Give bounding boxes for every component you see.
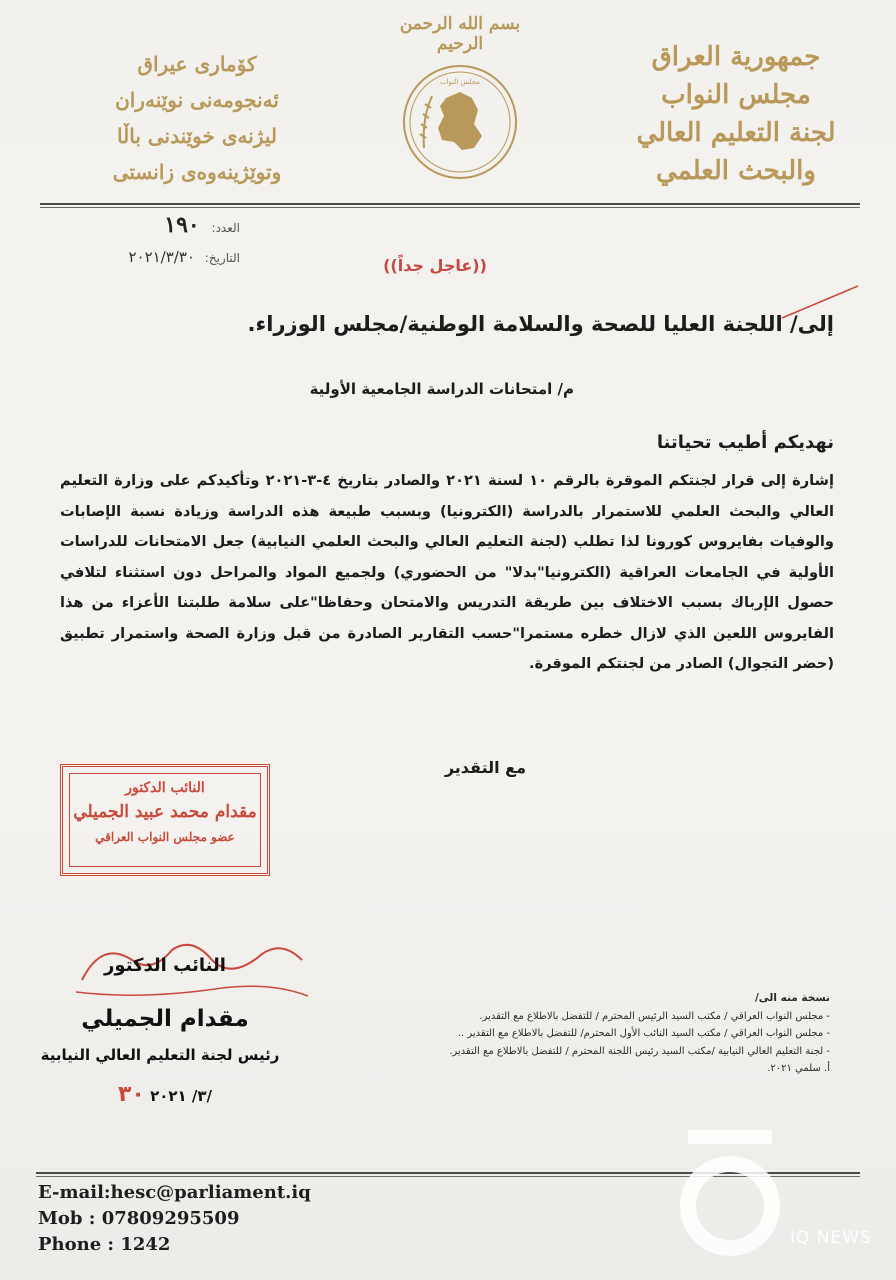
letterhead-ar-line: والبحث العلمي (656, 156, 816, 186)
basmala: بسم الله الرحمن الرحيم (399, 14, 521, 54)
header-divider (40, 203, 860, 205)
stamp-title: النائب الدكتور (125, 780, 205, 796)
iq-news-logo-icon (668, 1128, 792, 1260)
subject-line: م/ امتحانات الدراسة الجامعية الأولية (309, 380, 574, 398)
copies-item: - مجلس النواب العراقي / مكتب السيد الرئيس المحترم / للتفضل بالاطلاع مع التقدير. (479, 1010, 830, 1022)
header-divider-thin (40, 207, 860, 208)
footer-mobile: Mob : 07809295509 (38, 1208, 240, 1229)
letter-body: إشارة إلى قرار لجنتكم الموقرة بالرقم ١٠ لسنة ٢٠٢١ والصادر بتاريخ ٤-٣-٢٠٢١ وتأكيدكم على وزارة التعليم العالي والبحث العلمي للاستمرار بالدراسة (الكترونيا) وبسبب طبيعة هذه الدراسة وزيادة نسبة الإصابات والوفيات بفايروس كورونا لذا تطلب (لجنة التعليم العالي والبحث العلمي النيابية) جعل الامتحانات للدراسات الأولية في الجامعات العراقية (الكترونيا"بدلا" من الحضوري) ولجميع المواد والمراحل دون استثناء لتلافي حصول الإرباك بسبب الاختلاف بين طريقة التدريس والامتحان وحفاظا"على سلامة طلبتنا الأعزاء من هذا الفايروس اللعين الذي لازال خطره مستمرا"حسب التقارير الصادرة من قبل وزارة الصحة واستمرار تطبيق (حضر التجوال) الصادر من لجنتكم الموقرة. (60, 472, 834, 672)
stamp-name: مقدام محمد عبيد الجميلي (73, 802, 257, 822)
emblem-label: مجلس النواب (439, 78, 481, 86)
copies-item: أ. سلمي ٢٠٢١. (767, 1063, 830, 1074)
number-label: العدد: (211, 221, 240, 235)
footer-contacts (38, 1180, 398, 1258)
parliament-emblem-icon (402, 58, 518, 186)
signatory-title: النائب الدكتور (104, 955, 226, 976)
footer-phone: Phone : 1242 (38, 1234, 171, 1255)
recipient-line: إلى/ اللجنة العليا للصحة والسلامة الوطنية/مجلس الوزراء. (247, 312, 834, 336)
letterhead-ku-line: کۆماری عیراق (137, 52, 257, 76)
reference-number (60, 212, 240, 238)
letterhead-arabic (616, 38, 856, 190)
copies-item: - لجنة التعليم العالي النيابية /مكتب السيد رئيس اللجنة المحترم / للتفضل بالاطلاع مع التقدير. (449, 1045, 830, 1057)
reference-date (60, 248, 240, 266)
number-value: ١٩٠ (164, 212, 200, 238)
greeting: نهديكم أطيب تحياتنا (656, 432, 834, 453)
letterhead-ar-line: جمهورية العراق (651, 42, 821, 72)
letterhead-ar-line: مجلس النواب (661, 80, 811, 110)
date-value: ٢٠٢١/٣/٣٠ (128, 248, 195, 266)
letterhead-ku-line: ئەنجومەنی نوێنەران (115, 88, 279, 112)
letterhead-ku-line: لیژنەی خوێندنی باڵا (117, 124, 277, 148)
official-stamp (60, 764, 270, 876)
copies-item: - مجلس النواب العراقي / مكتب السيد النائب الأول المحترم/ للتفضل بالاطلاع مع التقدير .. (457, 1028, 830, 1039)
copies-list (335, 990, 830, 1078)
copies-heading: نسخة منه الى/ (754, 992, 830, 1004)
letterhead-ar-line: لجنة التعليم العالي (636, 118, 836, 148)
footer-email: E-mail:hesc@parliament.iq (38, 1182, 311, 1203)
letterhead-ku-line: وتوێژینەوەی زانستی (112, 160, 282, 184)
signatory-date-handwritten: ٣٠ (117, 1082, 145, 1107)
stamp-affiliation: عضو مجلس النواب العراقي (95, 830, 235, 844)
signatory-role: رئيس لجنة التعليم العالي النيابية (40, 1046, 280, 1064)
watermark-text: IQ NEWS (790, 1228, 872, 1248)
regards: مع التقدير (444, 758, 526, 777)
date-label: التاريخ: (204, 251, 240, 265)
urgent-marker: ((عاجل جداً)) (383, 256, 487, 275)
signatory-date (70, 1082, 260, 1107)
letterhead-kurdish (92, 46, 302, 190)
signatory-name: مقدام الجميلي (81, 1006, 249, 1032)
signatory-date-printed: /٣/ ٢٠٢١ (150, 1087, 213, 1105)
